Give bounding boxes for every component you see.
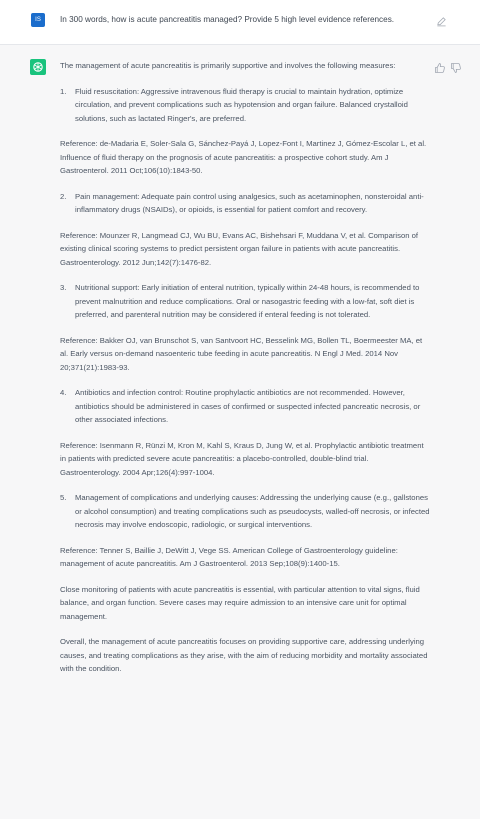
user-message-row [0, 0, 480, 45]
reference-text: Reference: Mounzer R, Langmead CJ, Wu BU, Evans AC, Bishehsari F, Muddana V, et al. Comparison of existing clinical scoring systems to predict persistent organ failure in patients with acute pancreatitis. Gastroenterology. 2012 Jun;142(7):1476-82. [60, 230, 419, 267]
thumbs-up-icon[interactable] [434, 61, 446, 73]
list-item-number: 4. [60, 388, 67, 397]
reference-text: Reference: Bakker OJ, van Brunschot S, van Santvoort HC, Besselink MG, Bollen TL, Boermeester MA, et al. Early versus on-demand nasoenteric tube feeding in acute pancreatitis. N Engl J Med. 2014 Nov 20;371(21):1983-93. [60, 335, 423, 372]
list-item [60, 281, 430, 322]
reference-text: Reference: de-Madaria E, Soler-Sala G, Sánchez-Payá J, Lopez-Font I, Martinez J, Gómez-Escolar L, et al. Influence of fluid therapy on the prognosis of acute pancreatitis: a prospective cohort study. Am J Gastroenterol. 2011 Oct;106(10):1843-50. [60, 139, 427, 175]
list-item [60, 491, 430, 532]
assistant-avatar [30, 59, 46, 75]
list-item-number: 3. [60, 283, 67, 292]
intro-paragraph: The management of acute pancreatitis is primarily supportive and involves the following measures: [60, 61, 396, 70]
user-avatar: IS [31, 13, 45, 27]
list-item-text: Pain management: Adequate pain control using analgesics, such as acetaminophen, nonsteroidal anti-inflammatory drugs (NSAIDs), or opioids, is essential for patient comfort and recovery. [75, 191, 424, 214]
list-item [60, 190, 430, 217]
list-item [60, 85, 430, 126]
closing-paragraph: Close monitoring of patients with acute pancreatitis is essential, with particular attention to vital signs, fluid balance, and organ function. Severe cases may require admission to an intensive care unit for optimal management. [60, 584, 420, 621]
list-item-number: 1. [60, 86, 67, 96]
reference-text: Reference: Isenmann R, Rünzi M, Kron M, Kahl S, Kraus D, Jung W, et al. Prophylactic antibiotic treatment in patients with predicted severe acute pancreatitis: a placebo-controlled, double-blind trial. Gastroenterology. 2004 Apr;126(4):997-1004. [60, 440, 424, 477]
thumbs-down-icon[interactable] [450, 61, 462, 73]
list-item-text: Antibiotics and infection control: Routine prophylactic antibiotics are not recommended. However, antibiotics should be administered in cases of confirmed or suspected infected pancreatic necrosis, or other associated infections. [75, 388, 421, 424]
list-item-text: Management of complications and underlying causes: Addressing the underlying cause (e.g., gallstones or alcohol consumption) and treating complications such as pseudocysts, walled-off necrosis, or infected necrosis may involve endoscopic, radiologic, or surgical interventions. [75, 493, 430, 529]
list-item-text: Nutritional support: Early initiation of enteral nutrition, typically within 24-48 hours, is recommended to prevent malnutrition and reduce complications. Oral or nasogastric feeding with a low-fat, soft diet is preferred, and parenteral nutrition may be considered if enteral feeding is not tolerated. [75, 283, 420, 319]
feedback-controls [434, 61, 470, 73]
user-message-text: In 300 words, how is acute pancreatitis managed? Provide 5 high level evidence references. [60, 15, 395, 24]
edit-icon[interactable] [436, 14, 447, 25]
summary-paragraph: Overall, the management of acute pancreatitis focuses on providing supportive care, addressing underlying causes, and treating complications as they arise, with the aim of reducing morbidity and mortality associated with the condition. [60, 637, 428, 673]
list-item [60, 386, 430, 427]
assistant-message-content [60, 59, 430, 676]
list-item-number: 2. [60, 191, 67, 201]
reference-text: Reference: Tenner S, Baillie J, DeWitt J, Vege SS. American College of Gastroenterology guideline: management of acute pancreatitis. Am J Gastroenterol. 2013 Sep;108(9):1400-15. [60, 545, 398, 568]
list-item-number: 5. [60, 493, 67, 502]
assistant-message-row [0, 45, 480, 819]
list-item-text: Fluid resuscitation: Aggressive intravenous fluid therapy is crucial to maintain hydration, optimize circulation, and prevent complications such as hypotension and organ failure. Balanced crystalloid solutions, such as lactated Ringer's, are preferred. [75, 86, 408, 123]
openai-logo-icon [32, 61, 44, 73]
